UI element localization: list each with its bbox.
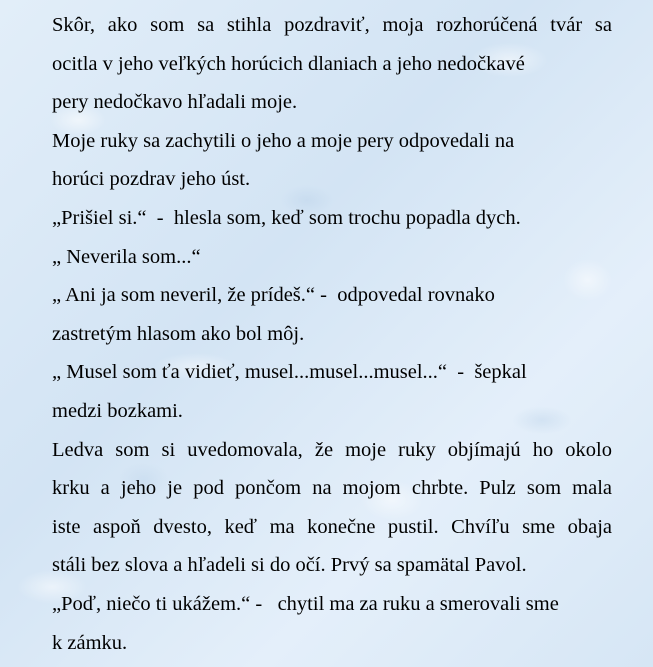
text-line: k zámku. [52, 631, 128, 654]
text-line: Ledva som si uvedomovala, že moje ruky objímajú ho okolo [52, 438, 612, 461]
text-line: Moje ruky sa zachytili o jeho a moje pery odpovedali na [52, 129, 515, 152]
text-line: „ Neverila som...“ [52, 245, 201, 268]
text-line: „Prišiel si.“ - hlesla som, keď som trochu popadla dych. [52, 206, 521, 229]
text-line: „ Musel som ťa vidieť, musel...musel...musel...“ - šepkal [52, 361, 527, 384]
text-line: pery nedočkavo hľadali moje. [52, 91, 298, 114]
text-line: „Poď, niečo ti ukážem.“ - chytil ma za ruku a smerovali sme [52, 592, 559, 615]
story-text [52, 6, 612, 662]
text-line: iste aspoň dvesto, keď ma konečne pustil. Chvíľu sme obaja [52, 515, 612, 538]
text-line: horúci pozdrav jeho úst. [52, 168, 251, 191]
text-line: stáli bez slova a hľadeli si do očí. Prvý sa spamätal Pavol. [52, 554, 527, 577]
text-line: zastretým hlasom ako bol môj. [52, 322, 305, 345]
text-line: „ Ani ja som neveril, že prídeš.“ - odpovedal rovnako [52, 284, 495, 307]
text-line: ocitla v jeho veľkých horúcich dlaniach a jeho nedočkavé [52, 52, 525, 75]
text-line: Skôr, ako som sa stihla pozdraviť, moja rozhorúčená tvár sa [52, 14, 612, 36]
text-line: krku a jeho je pod pončom na mojom chrbte. Pulz som mala [52, 477, 612, 500]
text-line: medzi bozkami. [52, 399, 183, 422]
